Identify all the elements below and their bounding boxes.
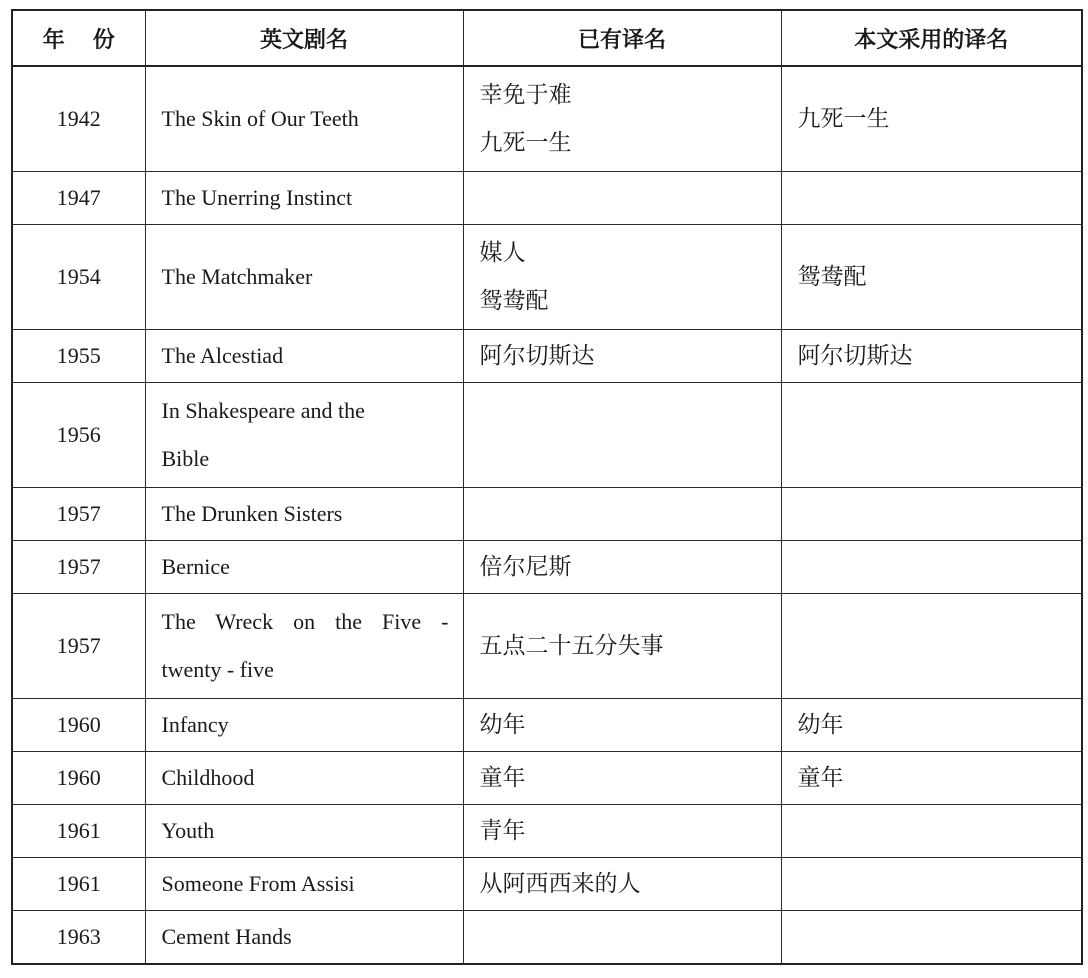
existing-translation-cell-line: 幼年 <box>479 712 526 738</box>
adopted-translation-cell-line: 幼年 <box>797 712 844 738</box>
existing-translation-cell <box>463 805 781 858</box>
table-row <box>12 172 1082 225</box>
adopted-translation-cell <box>781 858 1082 911</box>
year-cell: 1955 <box>12 330 145 383</box>
table-row <box>12 858 1082 911</box>
year-cell: 1961 <box>12 858 145 911</box>
english-title-cell-line: The Alcestiad <box>161 343 284 368</box>
existing-translation-cell <box>463 488 781 541</box>
english-title-cell-line: Childhood <box>161 765 255 790</box>
existing-translation-cell-line: 媒人 <box>479 240 526 266</box>
table-row <box>12 66 1082 172</box>
year-cell: 1960 <box>12 699 145 752</box>
year-cell: 1957 <box>12 594 145 699</box>
existing-translation-cell-line: 阿尔切斯达 <box>479 343 595 369</box>
header-english-title: 英文剧名 <box>145 10 463 66</box>
english-title-cell <box>145 541 463 594</box>
header-adopted-translation: 本文采用的译名 <box>781 10 1082 66</box>
year-cell: 1961 <box>12 805 145 858</box>
translation-table <box>11 9 1083 965</box>
english-title-cell-line: The Matchmaker <box>161 264 313 289</box>
adopted-translation-cell <box>781 594 1082 699</box>
adopted-translation-cell <box>781 488 1082 541</box>
existing-translation-cell <box>463 383 781 488</box>
english-title-cell <box>145 699 463 752</box>
year-cell: 1947 <box>12 172 145 225</box>
table-row <box>12 805 1082 858</box>
table-row <box>12 488 1082 541</box>
english-title-cell <box>145 383 463 488</box>
year-cell: 1956 <box>12 383 145 488</box>
table-header <box>12 10 1082 66</box>
existing-translation-cell <box>463 172 781 225</box>
adopted-translation-cell <box>781 805 1082 858</box>
english-title-cell-line: The Unerring Instinct <box>161 185 353 210</box>
english-title-cell-line: Youth <box>161 818 215 843</box>
english-title-cell-line: The Drunken Sisters <box>161 501 343 526</box>
table-body <box>12 66 1082 964</box>
existing-translation-cell <box>463 66 781 172</box>
adopted-translation-cell <box>781 699 1082 752</box>
existing-translation-cell <box>463 330 781 383</box>
english-title-cell <box>145 330 463 383</box>
adopted-translation-cell-line: 九死一生 <box>797 106 890 132</box>
table-row <box>12 752 1082 805</box>
table-row <box>12 699 1082 752</box>
table-row <box>12 383 1082 488</box>
existing-translation-cell-line: 九死一生 <box>479 130 572 156</box>
adopted-translation-cell <box>781 66 1082 172</box>
english-title-cell <box>145 594 463 699</box>
english-title-cell-line: Bernice <box>161 554 230 579</box>
adopted-translation-cell <box>781 911 1082 965</box>
english-title-cell-line: Someone From Assisi <box>161 871 355 896</box>
existing-translation-cell-line: 倍尔尼斯 <box>479 554 572 580</box>
english-title-cell-line: The Wreck on the Five - <box>161 609 449 634</box>
year-cell: 1954 <box>12 225 145 330</box>
existing-translation-cell <box>463 752 781 805</box>
existing-translation-cell-line: 幸免于难 <box>479 82 572 108</box>
english-title-cell-line: Bible <box>161 446 210 471</box>
english-title-cell <box>145 225 463 330</box>
table-row <box>12 541 1082 594</box>
existing-translation-cell <box>463 225 781 330</box>
english-title-cell-line: In Shakespeare and the <box>161 398 365 423</box>
existing-translation-cell-line: 五点二十五分失事 <box>479 633 664 659</box>
english-title-cell-line: Infancy <box>161 712 229 737</box>
year-cell: 1957 <box>12 541 145 594</box>
english-title-cell <box>145 805 463 858</box>
header-row <box>12 10 1082 66</box>
adopted-translation-cell <box>781 330 1082 383</box>
english-title-cell <box>145 911 463 965</box>
adopted-translation-cell <box>781 752 1082 805</box>
existing-translation-cell <box>463 911 781 965</box>
existing-translation-cell <box>463 858 781 911</box>
table-row <box>12 594 1082 699</box>
english-title-cell <box>145 488 463 541</box>
existing-translation-cell <box>463 699 781 752</box>
adopted-translation-cell <box>781 225 1082 330</box>
adopted-translation-cell <box>781 541 1082 594</box>
header-year: 年份 <box>12 10 145 66</box>
english-title-cell <box>145 858 463 911</box>
header-existing-translation: 已有译名 <box>463 10 781 66</box>
english-title-cell <box>145 172 463 225</box>
english-title-cell-line: Cement Hands <box>161 924 292 949</box>
english-title-cell <box>145 752 463 805</box>
adopted-translation-cell-line: 童年 <box>797 765 844 791</box>
existing-translation-cell-line: 从阿西西来的人 <box>479 871 641 897</box>
existing-translation-cell <box>463 541 781 594</box>
year-cell: 1963 <box>12 911 145 965</box>
english-title-cell-line: The Skin of Our Teeth <box>161 106 359 131</box>
year-cell: 1957 <box>12 488 145 541</box>
adopted-translation-cell <box>781 172 1082 225</box>
existing-translation-cell <box>463 594 781 699</box>
english-title-cell-line: twenty - five <box>161 657 274 682</box>
adopted-translation-cell-line: 阿尔切斯达 <box>797 343 913 369</box>
adopted-translation-cell <box>781 383 1082 488</box>
adopted-translation-cell-line: 鸳鸯配 <box>797 264 867 290</box>
existing-translation-cell-line: 青年 <box>479 818 526 844</box>
existing-translation-cell-line: 鸳鸯配 <box>479 288 549 314</box>
existing-translation-cell-line: 童年 <box>479 765 526 791</box>
table-row <box>12 225 1082 330</box>
table-row <box>12 330 1082 383</box>
year-cell: 1960 <box>12 752 145 805</box>
table-row <box>12 911 1082 965</box>
translation-table-container <box>11 9 1081 965</box>
english-title-cell <box>145 66 463 172</box>
year-cell: 1942 <box>12 66 145 172</box>
